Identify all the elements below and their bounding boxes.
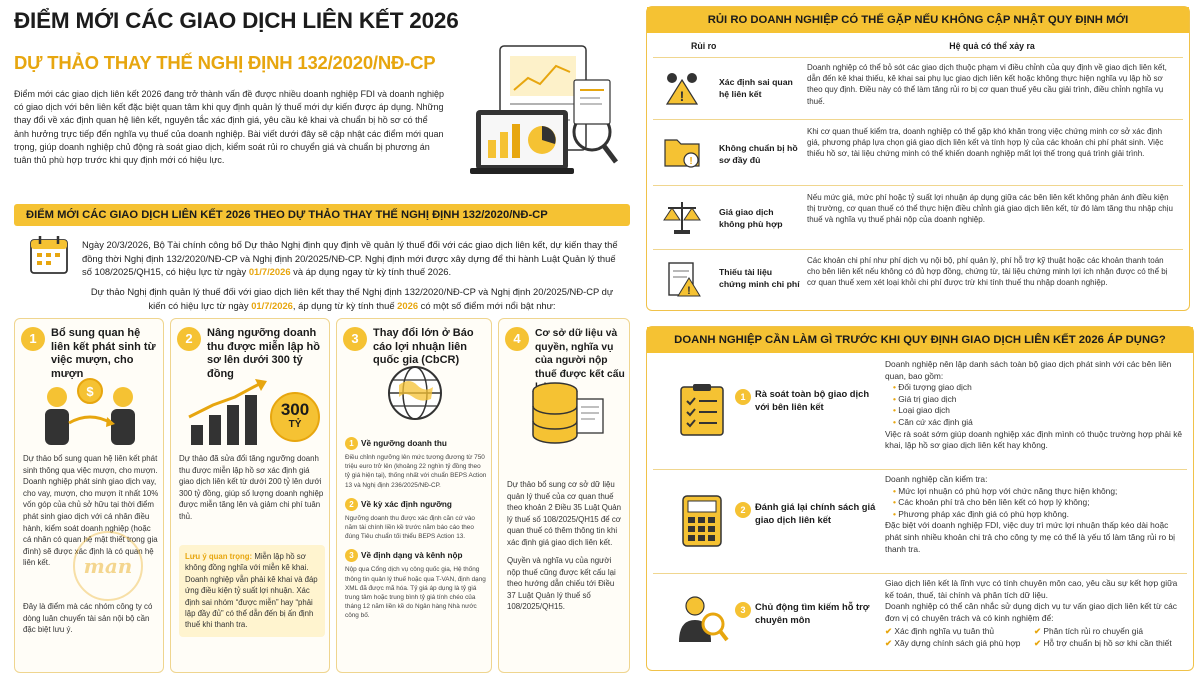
subitem-text: Ngưỡng doanh thu được xác định căn cứ vào năm tài chính liền kề trước năm báo cáo theo đúng Tiêu chuẩn tối thiểu BEPS Action 13. (345, 514, 475, 541)
document-warning-icon (663, 260, 701, 298)
step-title: Chủ động tìm kiếm hỗ trợ chuyên môn (755, 601, 870, 625)
globe-icon (381, 363, 449, 427)
risk-description: Các khoản chi phí như phí dịch vụ nội bộ, phí quản lý, phí hỗ trợ kỹ thuật hoặc các khoản thanh toán cho bên liên kết nếu không có đủ hợp đồng, chứng từ, tài liệu chứng minh lợi ích nhận được có thể bị cơ quan thuế xem xét loại khỏi chi phí được trừ khi tính thuế thu nhập doanh nghiệp. (807, 256, 1168, 288)
highlight-card-3 (336, 318, 492, 673)
step-number: 1 (735, 389, 751, 405)
risk-description: Khi cơ quan thuế kiểm tra, doanh nghiệp có thể gặp khó khăn trong việc chứng minh cơ sở xác định giá, phương pháp lựa chọn giá giao dịch liên kết và tính hợp lý của các khoản chi phí phát sinh. Việc thiếu hồ sơ, tài liệu chứng minh có thể khiến doanh nghiệp mất lợi thế trong quá trình giải trình. (807, 127, 1164, 159)
step-number: 2 (735, 502, 751, 518)
risk-row (653, 249, 1183, 309)
risk-description: Doanh nghiệp có thể bỏ sót các giao dịch thuộc phạm vi điều chỉnh của quy định về giao dịch liên kết, dẫn đến kê khai thiếu, kê khai sai phụ lục giao dịch liên kết hoặc không thực hiện nghĩa vụ lập hồ sơ theo quy định. Điều này có thể làm tăng rủi ro bị cơ quan thuế yêu cầu giải trình, điều chỉnh nghĩa vụ thuế. (807, 63, 1167, 106)
risk-table-panel (646, 6, 1190, 311)
card-number: 1 (21, 327, 45, 351)
action-row (653, 469, 1187, 571)
section-title: ĐIỂM MỚI CÁC GIAO DỊCH LIÊN KẾT 2026 THEO DỰ THẢO THAY THẾ NGHỊ ĐỊNH 132/2020/NĐ-CP (26, 209, 548, 221)
threshold-badge-number: 300 (280, 400, 310, 419)
action-row (653, 357, 1187, 467)
documents-laptop-illustration (470, 40, 620, 190)
step-number: 3 (735, 602, 751, 618)
card-number: 3 (343, 327, 367, 351)
highlights-intro-paragraph: Dự thảo Nghị định quản lý thuế đối với giao dịch liên kết thay thế Nghị định 132/2020/NĐ-CP và Nghị định 20/2025/NĐ-CP dự kiến có hiệu lực từ ngày 01/7/2026, áp dụng từ kỳ tính thuế 2026 có một số điểm mới nổi bật như: (90, 286, 614, 311)
card-title: Nâng ngưỡng doanh thu được miễn lập hồ sơ lên dưới 300 tỷ đồng (207, 327, 320, 380)
announcement-paragraph: Ngày 20/3/2026, Bộ Tài chính công bố Dự thảo Nghị định quy định về quản lý thuế đối với các giao dịch liên kết, dự kiến thay thế đồng thời Nghị định 132/2020/NĐ-CP và Nghị định 20/2025/NĐ-CP. Nghị định mới được xây dựng để thi hành Luật Quản lý thuế số 108/2025/QH15, có hiệu lực từ ngày 01/7/2026 và áp dụng ngay từ kỳ tính thuế 2026. (82, 239, 618, 277)
page-subtitle: DỰ THẢO THAY THẾ NGHỊ ĐỊNH 132/2020/NĐ-CP (14, 52, 436, 73)
subitem-text: Nộp qua Cổng dịch vụ công quốc gia, Hệ thống thông tin quản lý thuế hoặc qua T-VAN, định dạng XML đã được mã hóa. Tỷ giá áp dụng là tỷ giá trung tâm hoặc trung bình tỷ giá tính chéo của tháng 12 năm liền kề do Ngân hàng Nhà nước công bố. (345, 566, 486, 620)
database-icon (527, 379, 607, 453)
consequence-column-header: Hệ quả có thể xảy ra (949, 41, 1035, 51)
svg-text:!: ! (687, 285, 691, 297)
cbcr-subitems (345, 437, 487, 621)
step-description: Giao dịch liên kết là lĩnh vực có tính chuyên môn cao, yêu cầu sự kết hợp giữa kế toán, thuế, tài chính và phân tích dữ liệu. Doanh nghiệp có thể cân nhắc sử dụng dịch vụ tư vấn giao dịch liên kết từ các đơn vị có chuyên trách và có kinh nghiệm để: ✔ Xác định nghĩa vụ tuân thủ ✔ Phân tích rủi ro chuyển giá ✔ Xây dựng chính sách giá phù hợp ✔ Hỗ trợ chuẩn bị hồ sơ khi cần thiết (885, 578, 1183, 650)
card-note: Đây là điểm mà các nhóm công ty có dòng luân chuyển tài sản nội bộ cần đặc biệt lưu ý. (23, 602, 153, 635)
risk-name: Không chuẩn bị hồ sơ đầy đủ (719, 143, 798, 165)
card-title: Thay đổi lớn ở Báo cáo lợi nhuận liên quốc gia (CbCR) (373, 327, 474, 366)
section-title-band (14, 204, 630, 226)
step-title: Đánh giá lại chính sách giá giao dịch liên kết (755, 501, 876, 525)
svg-text:$: $ (86, 384, 94, 399)
risk-name: Thiếu tài liệu chứng minh chi phí (719, 267, 800, 289)
consultant-search-icon (675, 592, 729, 646)
highlight-card-1 (14, 318, 164, 673)
subitem-title: 2 Về kỳ xác định ngưỡng (345, 498, 487, 511)
calculator-icon (675, 494, 729, 548)
loan-handshake-icon (35, 371, 145, 449)
risk-name: Giá giao dịch không phù hợp (719, 207, 783, 229)
scale-icon (663, 198, 701, 236)
card-body: Dự thảo bổ sung quan hệ liên kết phát sinh thông qua việc mượn, cho mượn. Doanh nghiệp phát sinh giao dịch vay, cho vay, mượn, cho mượn ít nhất 10% vốn góp của chủ sở hữu tại thời điểm phát sinh giao dịch với cá nhân điều hành, kiểm soát doanh nghiệp (hoặc cá nhân có quan hệ mật thiết trong gia đình) sẽ được xác định là có quan hệ liên kết. (23, 454, 159, 568)
action-table-title: DOANH NGHIỆP CẦN LÀM GÌ TRƯỚC KHI QUY ĐỊNH GIAO DỊCH LIÊN KẾT 2026 ÁP DỤNG? (647, 327, 1193, 353)
subitem-title: 3 Về định dạng và kênh nộp (345, 549, 487, 562)
watermark-logo: man (73, 531, 143, 601)
highlight-card-2 (170, 318, 330, 673)
card-title: Cơ sở dữ liệu và quyền, nghĩa vụ của người nộp thuế được kết cấu (535, 328, 625, 380)
card-number: 2 (177, 327, 201, 351)
card-body: Dự thảo đã sửa đổi tăng ngưỡng doanh thu được miễn lập hồ sơ xác định giá giao dịch liên kết từ dưới 200 tỷ lên dưới 300 tỷ đồng, giúp số lượng doanh nghiệp được miễn tăng lên và giảm chi phí tuân thủ. (179, 454, 324, 521)
calendar-icon (28, 234, 70, 276)
intro-paragraph: Điểm mới các giao dịch liên kết 2026 đang trở thành vấn đề được nhiều doanh nghiệp FDI và doanh nghiệp có giao dịch với bên liên kết đặc biệt quan tâm khi quy định quản lý thuế mới dự kiến được áp dụng. Những thay đổi về xác định quan hệ liên kết, nguyên tắc xác định giá, yêu cầu kê khai và chuẩn bị hồ sơ có thể ảnh hưởng trực tiếp đến nghĩa vụ thuế của doanh nghiệp. Bài viết dưới đây sẽ cập nhật các điểm mới quan trọng, giúp doanh nghiệp chủ động rà soát giao dịch, kiểm soát rủi ro chuyển giá và chuẩn bị phương án tuân thủ phù hợp trước khi quy định mới có hiệu lực. (14, 89, 445, 166)
step-description: Doanh nghiệp cần kiểm tra: • Mức lợi nhuận có phù hợp với chức năng thực hiện không; • Các khoản phí trả cho bên liên kết có hợp lý không; • Phương pháp xác định giá có phù hợp không. Đặc biệt với doanh nghiệp FDI, việc duy trì mức lợi nhuận thấp kéo dài hoặc phát sinh nhiều khoản chi trả cho công ty mẹ có thể là yếu tố làm tăng rủi ro bị thanh tra. (885, 474, 1183, 555)
card-body: Dự thảo bổ sung cơ sở dữ liệu quản lý thuế của cơ quan thuế theo khoản 2 Điều 35 Luật Quản lý thuế số 108/2025/QH15 để cơ quan thuế có thêm thông tin khi xác định giá giao dịch liên kết. (507, 480, 622, 547)
step-description: Doanh nghiệp nên lập danh sách toàn bộ giao dịch phát sinh với các bên liên quan, bao gồm: • Đối tượng giao dịch • Giá trị giao dịch • Loại giao dịch • Căn cứ xác định giá Việc rà soát sớm giúp doanh nghiệp xác định mình có thuộc trường hợp phải kê khai, lập hồ sơ giao dịch liên kết hay không. (885, 359, 1183, 452)
warning-network-icon (663, 68, 701, 106)
risk-row (653, 119, 1183, 185)
risk-description: Nếu mức giá, mức phí hoặc tỷ suất lợi nhuận áp dụng giữa các bên liên kết không phản ánh điều kiện thị trường, cơ quan thuế có thể thực hiện điều chỉnh giá giao dịch liên kết, từ đó làm tăng thu nhập chịu thuế và nghĩa vụ thuế phải nộp của doanh nghiệp. (807, 193, 1173, 225)
checklist-icon (675, 383, 729, 437)
action-table-panel (646, 326, 1194, 671)
risk-row (653, 57, 1183, 119)
risk-table-title: RỦI RO DOANH NGHIỆP CÓ THỂ GẶP NẾU KHÔNG CẬP NHẬT QUY ĐỊNH MỚI (647, 7, 1189, 33)
subitem-text: Điều chỉnh ngưỡng lên mức tương đương từ 750 triệu euro trở lên (khoảng 22 nghìn tỷ đồng theo tỷ giá hiện tại), thống nhất với chuẩn BEPS Action 13 và Nghị định 236/2025/NĐ-CP. (345, 454, 487, 489)
subitem-title: 1 Về ngưỡng doanh thu (345, 437, 487, 450)
risk-column-header: Rủi ro (691, 41, 717, 51)
step-title: Rà soát toàn bộ giao dịch với bên liên kết (755, 388, 870, 412)
card-note: Quyền và nghĩa vụ của người nộp thuế cũng được kết cấu lại theo hướng dẫn chiếu tới Điều 37 Luật Quản lý thuế số 108/2025/QH15. (507, 556, 616, 612)
card-title: Bổ sung quan hệ liên kết phát sinh từ việc mượn, cho mượn (51, 327, 156, 380)
folder-warning-icon (663, 132, 701, 170)
highlight-card-4 (498, 318, 630, 673)
threshold-badge-unit: TỶ (288, 419, 302, 430)
risk-name: Xác định sai quan hệ liên kết (719, 77, 793, 99)
svg-text:!: ! (689, 156, 693, 167)
risk-row (653, 185, 1183, 249)
action-row (653, 573, 1187, 669)
page-title: ĐIỂM MỚI CÁC GIAO DỊCH LIÊN KẾT 2026 (14, 8, 459, 33)
card-number: 4 (505, 327, 529, 351)
svg-text:!: ! (679, 88, 685, 104)
important-note-box: Lưu ý quan trọng: Miễn lập hồ sơ không đồng nghĩa với miễn kê khai. Doanh nghiệp vẫn phải kê khai và đáp ứng điều kiện tỷ suất lợi nhuận. Xác định sai nhóm “được miễn” hay “phải lập đầy đủ” có thể dẫn đến bị ấn định thuế khi thanh tra. (179, 545, 325, 637)
